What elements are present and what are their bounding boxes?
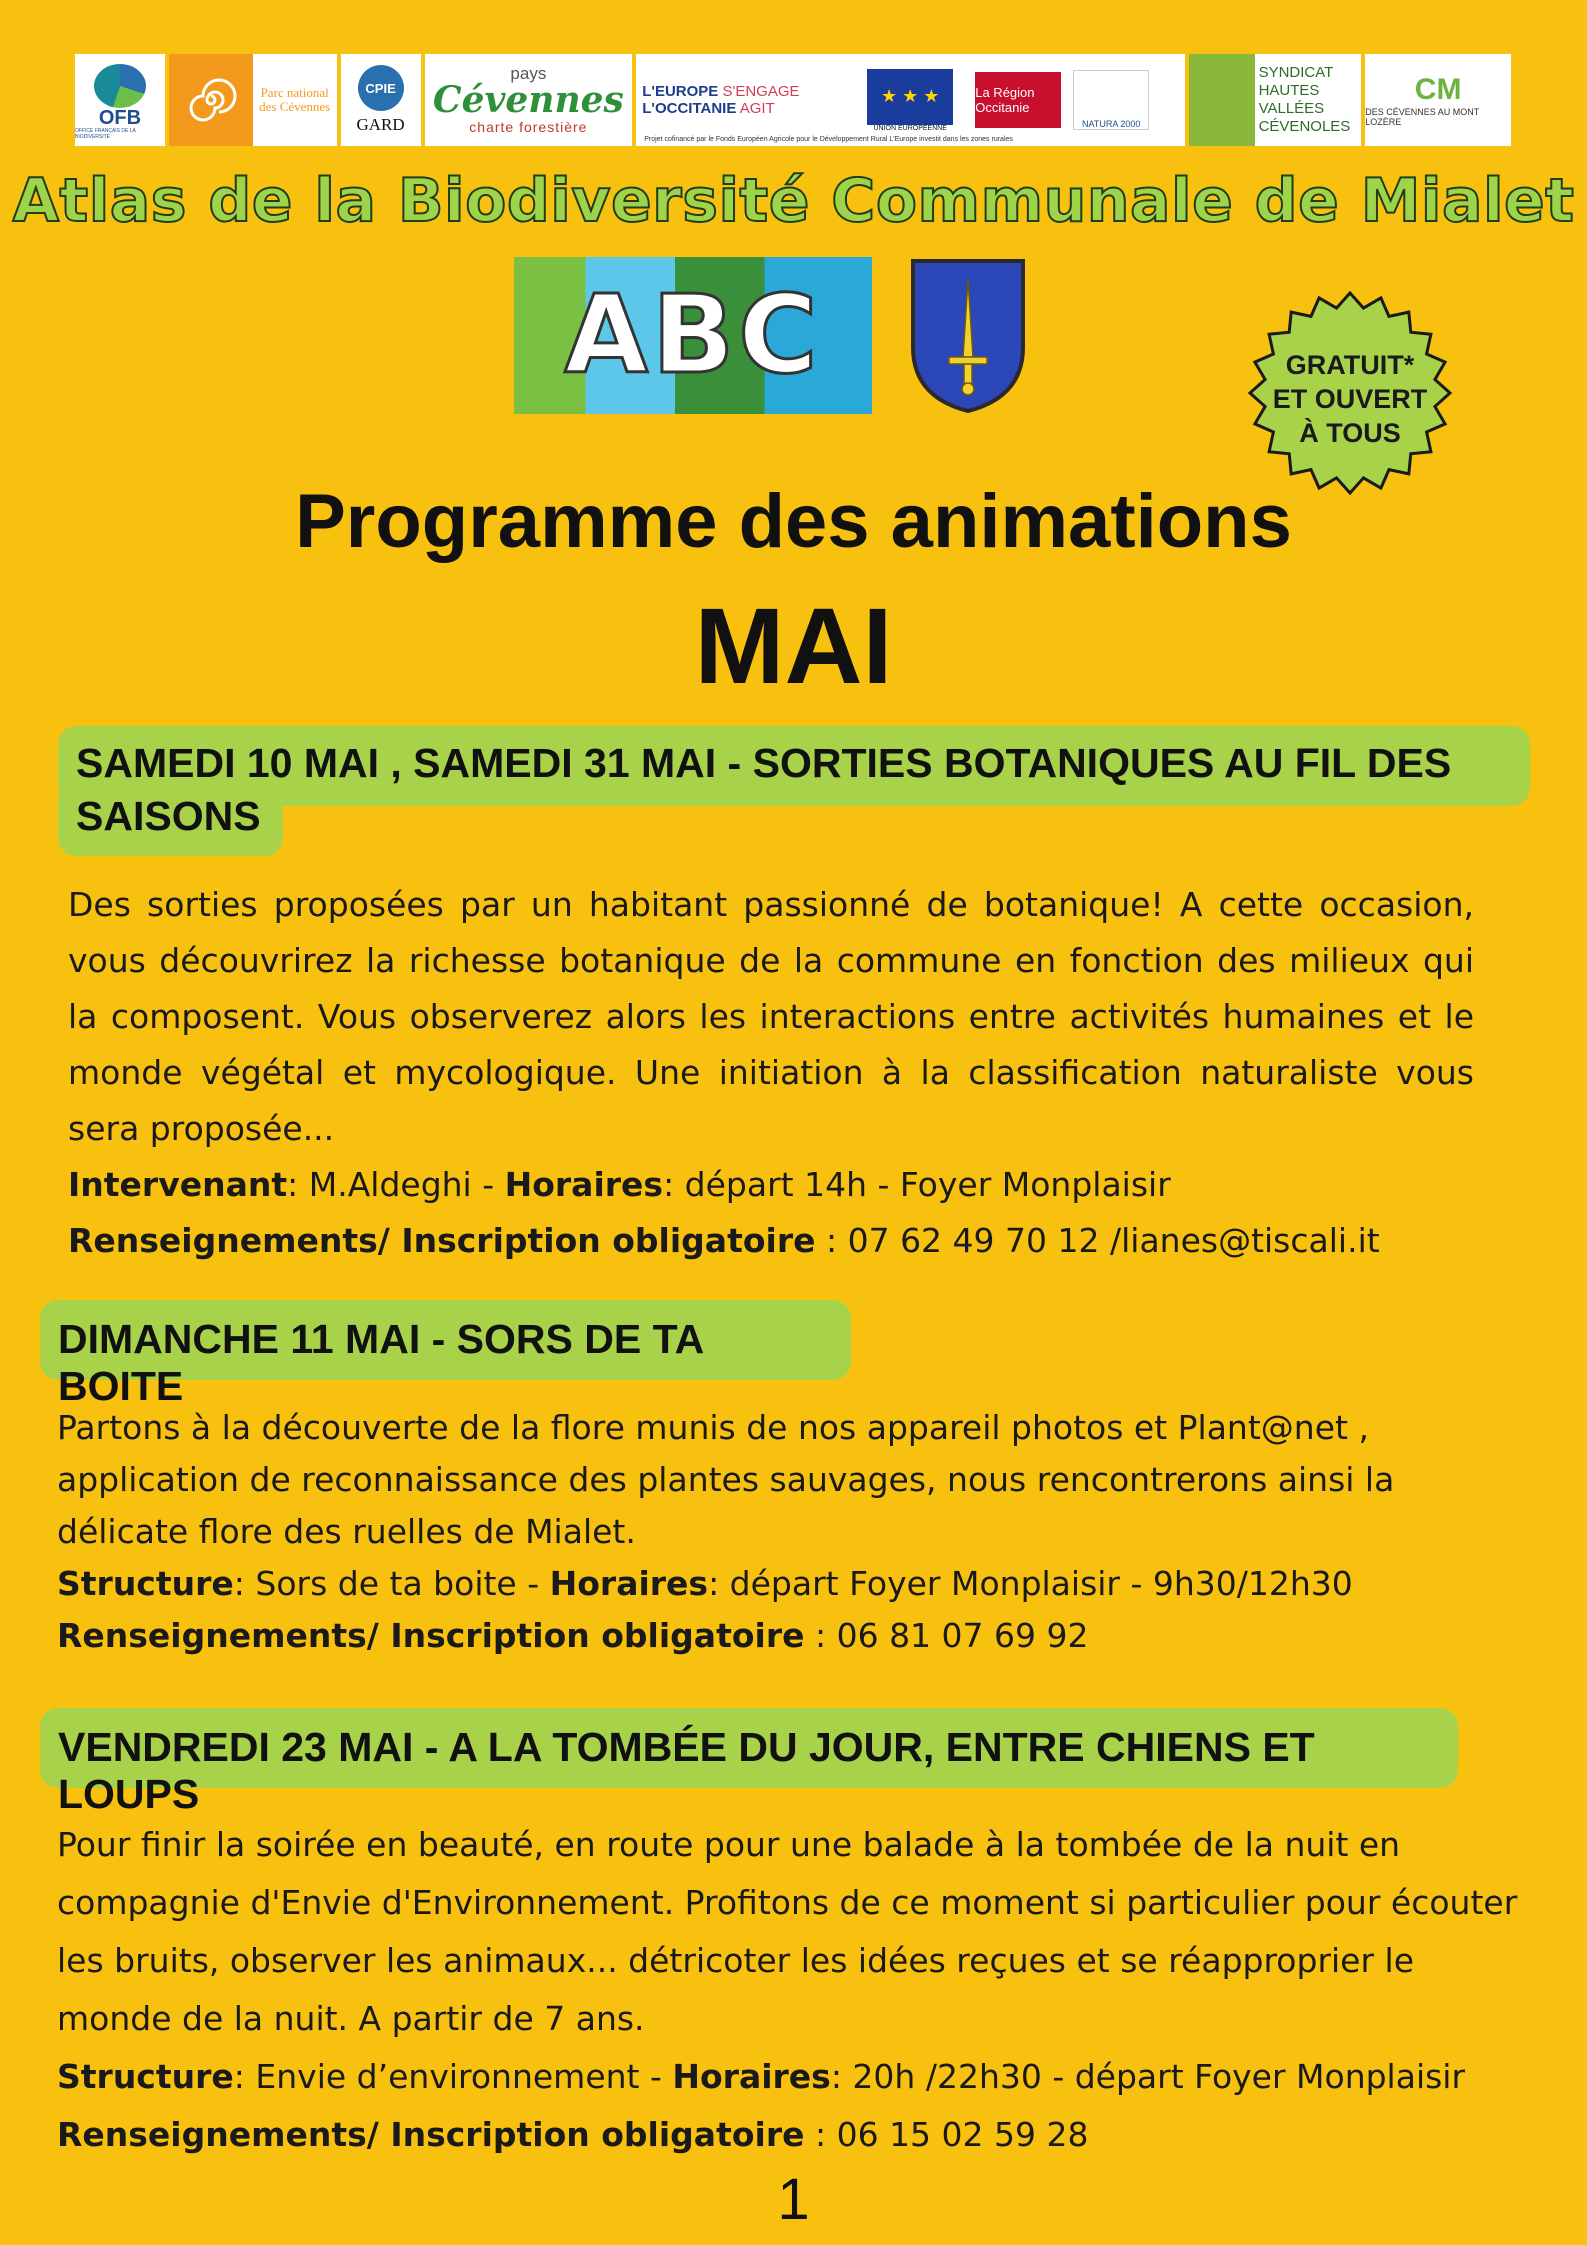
info-value: : 06 15 02 59 28 xyxy=(804,2115,1089,2154)
info-value: : 06 81 07 69 92 xyxy=(804,1616,1089,1655)
role-label: Intervenant xyxy=(68,1165,288,1204)
badge-line3: À TOUS xyxy=(1299,418,1401,448)
programme-heading: Programme des animations xyxy=(295,479,1292,564)
europe-slogan xyxy=(642,83,857,118)
event-1-heading-cont: SAISONS xyxy=(58,796,283,856)
parc-national-text: Parc national des Cévennes xyxy=(253,54,337,146)
event-2-heading: DIMANCHE 11 MAI - SORS DE TA BOITE xyxy=(40,1300,851,1380)
info-label: Renseignements/ Inscription obligatoire xyxy=(57,1616,805,1655)
abc-logo-text: ABC xyxy=(514,257,872,414)
natura-2000-logo: NATURA 2000 xyxy=(1073,70,1149,130)
event-1-details xyxy=(68,1157,1474,1213)
role-value: : M.Aldeghi - xyxy=(287,1165,505,1204)
event-2-contact xyxy=(57,1610,1517,1662)
page-number: 1 xyxy=(777,2167,810,2232)
event-1-body xyxy=(68,877,1474,1269)
occitanie-logo: La Région Occitanie xyxy=(975,72,1061,128)
shvc-text: SYNDICAT HAUTES VALLÉES CÉVENOLES xyxy=(1258,64,1351,135)
atlas-title: Atlas de la Biodiversité Communale de Mialet xyxy=(12,166,1575,236)
leaf-icon xyxy=(1189,54,1254,146)
slogan-line2: L'OCCITANIE xyxy=(642,100,737,117)
ccm-text: DES CÉVENNES AU MONT LOZÈRE xyxy=(1365,107,1480,127)
ofb-logo xyxy=(75,54,165,146)
slogan-line1b: S'ENGAGE xyxy=(718,82,800,100)
month-heading: MAI xyxy=(694,585,893,706)
europe-footer-text: Projet cofinancé par le Fonds Européen Agricole pour le Développement Rural L'Europe investit dans les zones rurales xyxy=(644,136,1013,143)
hours-label: Horaires xyxy=(672,2057,831,2096)
hours-label: Horaires xyxy=(504,1165,664,1204)
event-3-contact xyxy=(57,2106,1537,2164)
event-2-body xyxy=(57,1402,1517,1662)
pays-cevennes-logo xyxy=(425,54,633,146)
charte-forestiere-text: charte forestière xyxy=(469,119,588,136)
event-3-heading: VENDREDI 23 MAI - A LA TOMBÉE DU JOUR, ENTRE CHIENS ET LOUPS xyxy=(40,1708,1458,1788)
cpie-gard-text: GARD xyxy=(356,115,405,134)
spiral-icon xyxy=(169,54,253,146)
slogan-line1: L'EUROPE xyxy=(642,82,719,100)
ofb-emblem-icon xyxy=(94,64,146,108)
ccm-emblem: CM xyxy=(1414,73,1462,106)
badge-text xyxy=(1245,348,1455,450)
event-1-description: Des sorties proposées par un habitant passionné de botanique! A cette occasion, vous découvrirez la richesse botanique de la commune en fonction des milieux qui la composent. Vous observerez alors les interactions entre activités humaines et le monde végétal et mycologique. Une initiation à la classification naturaliste vous sera proposée... xyxy=(68,885,1474,1148)
shvc-logo xyxy=(1189,54,1361,146)
ccm-logo xyxy=(1365,54,1511,146)
hours-label: Horaires xyxy=(549,1564,709,1603)
ofb-logo-subtext: OFFICE FRANÇAIS DE LA BIODIVERSITÉ xyxy=(75,128,136,140)
partner-logos-bar xyxy=(75,54,1511,146)
role-value: : Envie d’environnement - xyxy=(233,2057,673,2096)
event-3-details xyxy=(57,2048,1537,2106)
hours-value: : départ 14h - Foyer Monplaisir xyxy=(663,1165,1171,1204)
cpie-emblem: CPIE xyxy=(358,65,404,111)
ofb-logo-text: OFB xyxy=(98,107,142,129)
eu-label: UNION EUROPÉENNE xyxy=(873,124,947,132)
badge-line1: GRATUIT* xyxy=(1285,350,1415,380)
event-2-description: Partons à la découverte de la flore munis de nos appareil photos et Plant@net , application de reconnaissance des plantes sauvages, nous rencontrerons ainsi la délicate flore des ruelles de Mialet. xyxy=(57,1408,1395,1551)
hours-value: : 20h /22h30 - départ Foyer Monplaisir xyxy=(830,2057,1466,2096)
cpie-logo xyxy=(341,54,421,146)
cevennes-text: Cévennes xyxy=(432,78,624,121)
role-label: Structure xyxy=(57,2057,234,2096)
pays-text: pays xyxy=(510,63,547,83)
eu-flag-block xyxy=(867,69,953,132)
event-1-heading: SAMEDI 10 MAI , SAMEDI 31 MAI - SORTIES BOTANIQUES AU FIL DES xyxy=(58,726,1530,806)
info-label: Renseignements/ Inscription obligatoire xyxy=(68,1221,816,1260)
free-open-badge xyxy=(1245,288,1455,498)
mialet-shield-icon xyxy=(909,257,1027,415)
info-value: : 07 62 49 70 12 /lianes@tiscali.it xyxy=(815,1221,1380,1260)
europe-funding-logos xyxy=(636,54,1185,146)
event-1-contact xyxy=(68,1213,1474,1269)
role-label: Structure xyxy=(57,1564,234,1603)
event-3-body xyxy=(57,1816,1537,2164)
info-label: Renseignements/ Inscription obligatoire xyxy=(57,2115,805,2154)
event-3-description: Pour finir la soirée en beauté, en route pour une balade à la tombée de la nuit en compagnie d'Envie d'Environnement. Profitons de ce moment si particulier pour écouter les bruits, observer les animaux... détricoter les idées reçues et se réapproprier le monde de la nuit. A partir de 7 ans. xyxy=(57,1825,1518,2038)
abc-logo xyxy=(514,257,872,414)
role-value: : Sors de ta boite - xyxy=(233,1564,550,1603)
slogan-line2b: AGIT xyxy=(736,100,775,117)
event-2-details xyxy=(57,1558,1517,1610)
badge-line2: ET OUVERT xyxy=(1272,384,1428,414)
hours-value: : départ Foyer Monplaisir - 9h30/12h30 xyxy=(708,1564,1353,1603)
eu-flag-icon: ★ ★ ★ xyxy=(867,69,953,125)
parc-national-logo xyxy=(169,54,337,146)
